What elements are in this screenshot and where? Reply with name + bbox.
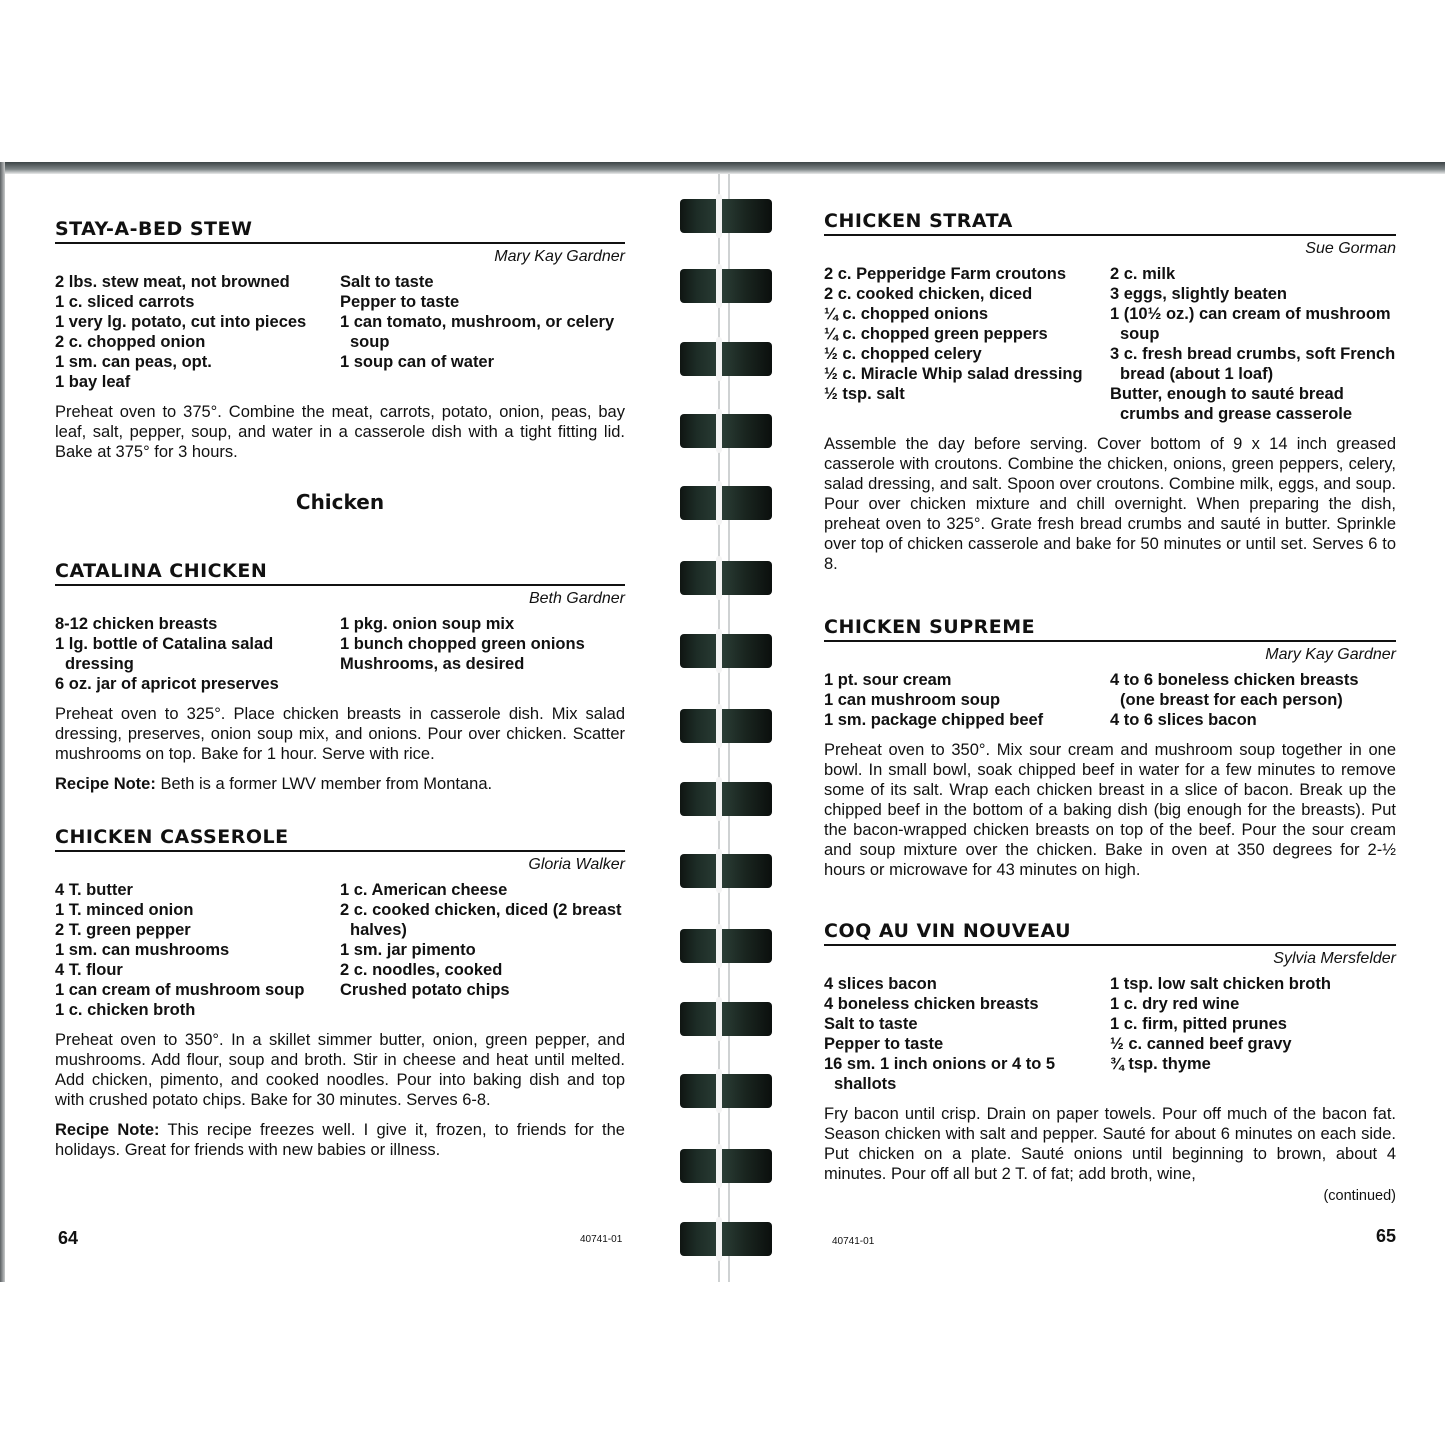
ingredient-item: 16 sm. 1 inch onions or 4 to 5 shallots [824,1055,1056,1093]
ingredient-item: 1 c. American cheese [340,881,508,899]
ingredient-item: 3 c. fresh bread crumbs, soft French bread (about 1 loaf) [1110,345,1396,383]
recipe-author: Sylvia Mersfelder [1273,950,1396,967]
page-number-right: 65 [1376,1226,1397,1246]
ingredient-item: 1 sm. can peas, opt. [55,353,212,371]
binding-hole [716,777,722,821]
recipe-author: Beth Gardner [528,590,625,607]
ingredient-item: 4 to 6 boneless chicken breasts (one breast for each person) [1110,671,1359,709]
binding-coil [680,484,772,524]
binding-coil-band [680,709,772,743]
binding-hole [716,924,722,968]
ingredient-item: 2 c. chopped onion [55,333,206,351]
ingredient-item: Salt to taste [824,1015,918,1033]
ingredient-item: 1 pkg. onion soup mix [340,615,515,633]
ingredient-item: 1 bay leaf [55,373,131,391]
ingredient-item: Salt to taste [340,273,434,291]
binding-hole [716,629,722,673]
ingredients [55,614,625,694]
recipe-author: Mary Kay Gardner [1265,646,1396,663]
left-page [55,182,625,1160]
binding-hole [716,997,722,1041]
ingredients-right-column [340,272,625,392]
ingredients-right-column [340,880,625,1020]
ingredient-item: 4 T. butter [55,881,133,899]
ingredient-item: 1 tsp. low salt chicken broth [1110,975,1331,993]
directions: Assemble the day before serving. Cover bottom of 9 x 14 inch greased casserole with croutons. Combine the chicken, onions, green peppers, celery, salad dressing, and salt. Spoon over croutons. Combine milk, eggs, and soup. Pour over chicken mixture and chill overnight. When preparing the dish, preheat oven to 325°. Grate fresh bread crumbs and sauté in butter. Sprinkle over top of chicken casserole and bake for 50 minutes or until set. Serves 6 to 8. [824,435,1396,573]
binding-coil-band [680,929,772,963]
ingredient-item: Pepper to taste [340,293,460,311]
directions: Preheat oven to 325°. Place chicken breasts in casserole dish. Mix salad dressing, preserves, onion soup mix, and onions. Pour over chicken. Scatter mushrooms on top. Bake for 1 hour. Serve with rice. [55,705,625,763]
book-left-edge [0,162,5,1282]
binding-coil [680,340,772,380]
ingredient-item: 2 c. noodles, cooked [340,961,503,979]
ingredient-item: Butter, enough to sauté bread crumbs and grease casserole [1110,385,1353,423]
binding-coil [680,267,772,307]
recipe-chicken-casserole [55,826,625,1160]
binding-coil [680,412,772,452]
binding-coil-band [680,414,772,448]
binding-coil [680,1147,772,1187]
binding-hole [716,1217,722,1261]
ingredient-item: 1 very lg. potato, cut into pieces [55,313,307,331]
recipe-title: CHICKEN STRATA [824,210,1396,236]
recipe-author: Sue Gorman [1305,240,1396,257]
ingredient-item: 2 c. Pepperidge Farm croutons [824,265,1067,283]
ingredient-item: ½ c. Miracle Whip salad dressing [824,365,1083,383]
ingredient-item: 1 sm. can mushrooms [55,941,230,959]
binding-hole [716,409,722,453]
ingredient-item: 1 c. dry red wine [1110,995,1240,1013]
binding-coil [680,780,772,820]
binding-coil [680,559,772,599]
ingredient-item: ¾ tsp. thyme [1110,1055,1211,1073]
binding-hole [716,481,722,525]
binding-coil [680,927,772,967]
ingredient-item: 4 boneless chicken breasts [824,995,1039,1013]
ingredient-item: 2 c. milk [1110,265,1176,283]
recipe-note [55,774,625,794]
ingredients-left-column [55,880,340,1020]
recipe-title: COQ AU VIN NOUVEAU [824,920,1396,946]
ingredient-item: 1 can mushroom soup [824,691,1001,709]
ingredient-item: Crushed potato chips [340,981,510,999]
binding-coil-band [680,1222,772,1256]
binding-coil-band [680,1002,772,1036]
directions: Preheat oven to 350°. Mix sour cream and mushroom soup together in one bowl. In small bowl, soak chipped beef in water for a few minutes to remove some of its salt. Wrap each chicken breast in a slice of bacon. Break up the chipped beef in the bottom of a baking dish (big enough for the breasts). Put the bacon-wrapped chicken breasts on top of the beef. Pour the sour cream and soup mixture over the chicken. Bake in oven at 350 degrees for 2-½ hours or microwave for 43 minutes on high. [824,741,1396,879]
ingredients [824,974,1396,1094]
page-number-left: 64 [58,1228,79,1248]
recipe-note-label: Recipe Note: [55,1121,160,1139]
recipe-chicken-supreme [824,616,1396,880]
directions: Preheat oven to 375°. Combine the meat, carrots, potato, onion, peas, bay leaf, salt, pepper, soup, and water in a casserole dish with a tight fitting lid. Bake at 375° for 3 hours. [55,403,625,461]
binding-coil-band [680,561,772,595]
binding-coil [680,1072,772,1112]
binding-hole [716,704,722,748]
ingredients [55,880,625,1020]
ingredient-item: 4 T. flour [55,961,123,979]
section-header: Chicken [295,490,385,514]
ingredient-item: ½ c. canned beef gravy [1110,1035,1292,1053]
recipe-chicken-strata [824,210,1396,574]
binding-hole [716,849,722,893]
binding-coil-band [680,1074,772,1108]
ingredient-item: ½ c. chopped celery [824,345,982,363]
ingredients-right-column [1110,670,1396,730]
ingredient-item: 1 sm. package chipped beef [824,711,1044,729]
ingredients-left-column [824,264,1110,424]
binding-coil [680,1220,772,1260]
recipe-note-text: This recipe freezes well. I give it, frozen, to friends for the holidays. Great for friends with new babies or illness. [55,1121,625,1159]
ingredient-item: 2 c. cooked chicken, diced (2 breast halves) [340,901,622,939]
binding-coil-band [680,782,772,816]
ingredient-item: 4 to 6 slices bacon [1110,711,1257,729]
recipe-author: Gloria Walker [528,856,625,873]
recipe-note [55,1120,625,1160]
open-cookbook [0,162,1445,1282]
ingredient-item: 4 slices bacon [824,975,937,993]
recipe-note-text: Beth is a former LWV member from Montana. [155,775,493,793]
ingredient-item: 1 c. chicken broth [55,1001,196,1019]
binding-hole [716,337,722,381]
right-page [824,182,1396,1204]
ingredients-left-column [55,272,340,392]
ingredient-item: 1 bunch chopped green onions [340,635,585,653]
ingredient-item: Mushrooms, as desired [340,655,525,673]
binding-hole [716,1144,722,1188]
ingredient-item: 8-12 chicken breasts [55,615,218,633]
continued-label: (continued) [1323,1188,1396,1204]
recipe-stay-a-bed-stew [55,218,625,462]
binding-coil-band [680,486,772,520]
recipe-title: CHICKEN SUPREME [824,616,1396,642]
ingredient-item: ½ tsp. salt [824,385,905,403]
ingredients-left-column [824,974,1110,1094]
ingredients-left-column [55,614,340,694]
directions: Preheat oven to 350°. In a skillet simmer butter, onion, green pepper, and mushrooms. Add flour, soup and broth. Stir in cheese and heat until melted. Add chicken, pimento, and cooked noodles. Pour into baking dish and top with crushed potato chips. Bake for 30 minutes. Serves 6-8. [55,1031,625,1109]
book-top-edge [0,162,1445,174]
ingredient-item: 1 can tomato, mushroom, or celery soup [340,313,615,351]
ingredient-item: 1 lg. bottle of Catalina salad dressing [55,635,274,673]
recipe-coq-au-vin-nouveau [824,920,1396,1204]
recipe-title: STAY-A-BED STEW [55,218,625,244]
binding-hole [716,264,722,308]
ingredient-item: 2 lbs. stew meat, not browned [55,273,290,291]
ingredient-item: 6 oz. jar of apricot preserves [55,675,279,693]
ingredient-item: 3 eggs, slightly beaten [1110,285,1287,303]
recipe-title: CHICKEN CASSEROLE [55,826,625,852]
binding-hole [716,194,722,238]
ingredients-left-column [824,670,1110,730]
binding-coil [680,707,772,747]
recipe-title: CATALINA CHICKEN [55,560,625,586]
ingredient-item: 1 sm. jar pimento [340,941,476,959]
ingredient-item: 1 pt. sour cream [824,671,952,689]
binding-coil-band [680,342,772,376]
recipe-catalina-chicken [55,560,625,794]
recipe-note-label: Recipe Note: [55,775,156,793]
recipe-author: Mary Kay Gardner [494,248,625,265]
ingredients [824,264,1396,424]
ingredient-item: 1 T. minced onion [55,901,194,919]
ingredient-item: Pepper to taste [824,1035,944,1053]
ingredient-item: 1 (10½ oz.) can cream of mushroom soup [1110,305,1391,343]
ingredient-item: 1 can cream of mushroom soup [55,981,305,999]
ingredients-right-column [340,614,625,694]
binding-coil-band [680,854,772,888]
binding-coil [680,1000,772,1040]
print-code-left: 40741-01 [580,1234,623,1245]
binding-coil [680,852,772,892]
binding-coil-band [680,269,772,303]
ingredient-item: 2 c. cooked chicken, diced [824,285,1033,303]
ingredients-right-column [1110,974,1396,1094]
ingredient-item: ¼ c. chopped onions [824,305,989,323]
binding-hole [716,556,722,600]
binding-coil [680,197,772,237]
ingredient-item: ¼ c. chopped green peppers [824,325,1048,343]
binding-coil [680,632,772,672]
ingredients [824,670,1396,730]
directions: Fry bacon until crisp. Drain on paper towels. Pour off much of the bacon fat. Season chicken with salt and pepper. Sauté for about 6 minutes on each side. Put chicken on a plate. Sauté onions until beginning to brown, about 4 minutes. Pour off all but 2 T. of fat; add broth, wine, [824,1105,1396,1183]
binding-coil-band [680,1149,772,1183]
print-code-right: 40741-01 [832,1236,875,1247]
binding-coil-band [680,634,772,668]
ingredient-item: 1 soup can of water [340,353,495,371]
ingredient-item: 1 c. sliced carrots [55,293,195,311]
ingredients [55,272,625,392]
ingredients-right-column [1110,264,1396,424]
binding-hole [716,1069,722,1113]
ingredient-item: 2 T. green pepper [55,921,191,939]
binding-coil-band [680,199,772,233]
ingredient-item: 1 c. firm, pitted prunes [1110,1015,1287,1033]
